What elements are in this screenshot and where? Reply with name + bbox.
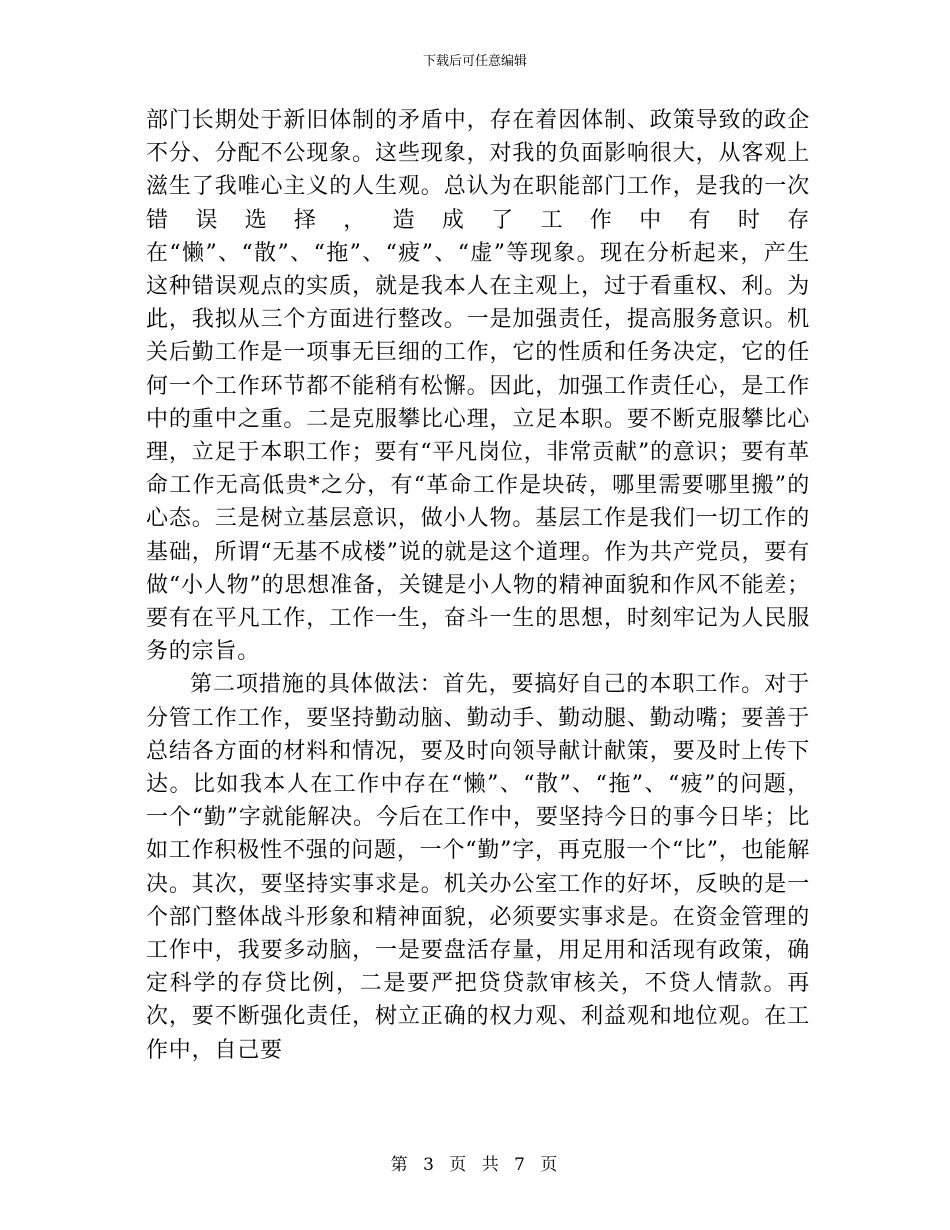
paragraph: 部门长期处于新旧体制的矛盾中，存在着因体制、政策导致的政企不分、分配不公现象。这些现象，对我的负面影响很大，从客观上滋生了我唯心主义的人生观。总认为在职能部门工作，是我的一次错误选择，造成了工作中有时存在“懒”、“散”、“拖”、“疲”、“虚”等现象。现在分析起来，产生这种错误观点的实质，就是我本人在主观上，过于看重权、利。为此，我拟从三个方面进行整改。一是加强责任，提高服务意识。机关后勤工作是一项事无巨细的工作，它的性质和任务决定，它的任何一个工作环节都不能稍有松懈。因此，加强工作责任心，是工作中的重中之重。二是克服攀比心理，立足本职。要不断克服攀比心理，立足于本职工作；要有“平凡岗位，非常贡献”的意识；要有革命工作无高低贵*之分，有“革命工作是块砖，哪里需要哪里搬”的心态。三是树立基层意识，做小人物。基层工作是我们一切工作的基础，所谓“无基不成楼”说的就是这个道理。作为共产党员，要有做“小人物”的思想准备，关键是小人物的精神面貌和作风不能差；要有在平凡工作，工作一生，奋斗一生的思想，时刻牢记为人民服务的宗旨。 — [146, 108, 810, 665]
page-header: 下载后可任意编辑 — [422, 54, 527, 69]
page-footer: 第 3 页 共 7 页 — [390, 1155, 560, 1175]
document-body — [146, 104, 810, 1067]
paragraph: 第二项措施的具体做法：首先，要搞好自己的本职工作。对于分管工作工作，要坚持勤动脑、勤动手、勤动腿、勤动嘴；要善于总结各方面的材料和情况，要及时向领导献计献策，要及时上传下达。比如我本人在工作中存在“懒”、“散”、“拖”、“疲”的问题，一个“勤”字就能解决。今后在工作中，要坚持今日的事今日毕；比如工作积极性不强的问题，一个“勤”字，再克服一个“比”，也能解决。其次，要坚持实事求是。机关办公室工作的好坏，反映的是一个部门整体战斗形象和精神面貌，必须要实事求是。在资金管理的工作中，我要多动脑，一是要盘活存量，用足用和活现有政策，确定科学的存贷比例，二是要严把贷贷款审核关，不贷人情款。再次，要不断强化责任，树立正确的权力观、利益观和地位观。在工作中，自己要 — [146, 672, 810, 1063]
